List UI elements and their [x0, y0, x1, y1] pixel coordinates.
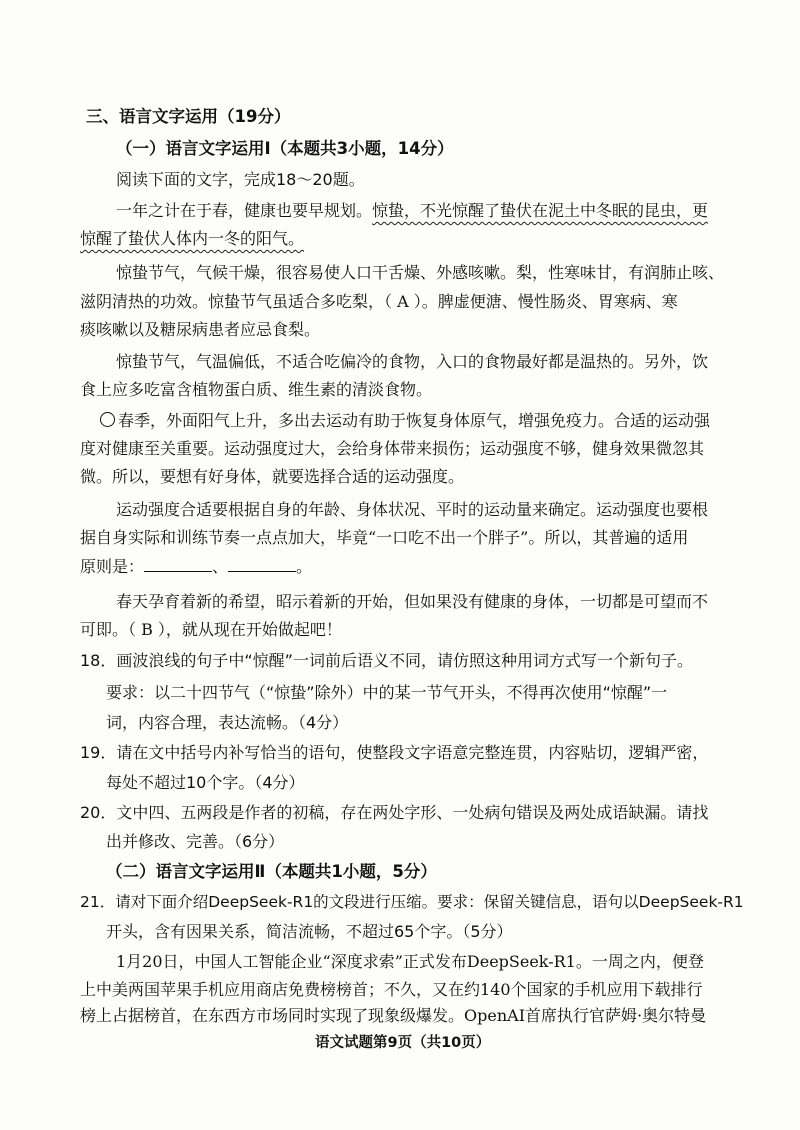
- question-18-line1: 18．画波浪线的句子中“惊醒”一词前后语义不同，请仿照这种用词方式写一个新句子。: [80, 651, 693, 670]
- passage-p2-line3: 痰咳嗽以及糖尿病患者应忌食梨。: [80, 320, 321, 339]
- question-20-line1: 20．文中四、五两段是作者的初稿，存在两处字形、一处病句错误及两处成语缺漏。请找: [80, 803, 709, 822]
- part2-title: （二）语言文字运用Ⅱ（本题共1小题，5分）: [106, 862, 437, 881]
- passage-p1-line2: [80, 228, 304, 250]
- passage-p5-line3: [80, 555, 312, 578]
- part1-title: （一）语言文字运用Ⅰ（本题共3小题，14分）: [116, 139, 454, 158]
- question-18-line3: 词，内容合理，表达流畅。（4分）: [106, 713, 349, 732]
- passage-p4-line3: 微。所以，要想有好身体，就要选择合适的运动强度。: [80, 467, 465, 486]
- passage-p3-line1: 惊蛰节气，气温偏低，不适合吃偏冷的食物，入口的食物最好都是温热的。另外，饮: [116, 352, 709, 371]
- question-19-line1: 19．请在文中括号内补写恰当的语句，使整段文字语意完整连贯，内容贴切，逻辑严密，: [80, 743, 709, 762]
- passage-p6-line2: 可即。（ B ），就从现在开始做起吧！: [80, 620, 342, 639]
- passage-p6-line1: 春天孕育着新的希望，昭示着新的开始，但如果没有健康的身体，一切都是可望而不: [116, 592, 709, 611]
- principle-label: 原则是：: [80, 557, 145, 576]
- passage-p4-line2: 度对健康至关重要。运动强度过大，会给身体带来损伤；运动强度不够，健身效果微忽其: [80, 439, 705, 458]
- circle-mark-icon: [100, 412, 115, 427]
- question-21-passage-line2: 上中美两国苹果手机应用商店免费榜榜首；不久，又在约140个国家的手机应用下载排行: [80, 980, 703, 999]
- question-20-line2: 出并修改、完善。（6分）: [106, 832, 285, 851]
- passage-p4-line1-text: 春季，外面阳气上升，多出去运动有助于恢复身体原气，增强免疫力。合适的运动强: [118, 411, 711, 430]
- question-21-passage-line3: 榜上占据榜首，在东西方市场同时实现了现象级爆发。OpenAI首席执行官萨姆·奥尔特曼: [80, 1006, 707, 1025]
- passage-p2-line1: 惊蛰节气，气候干燥，很容易使人口干舌燥、外感咳嗽。梨，性寒味甘，有润肺止咳、: [116, 263, 725, 282]
- question-21-line2: 开头，含有因果关系，简洁流畅，不超过65个字。（5分）: [106, 922, 513, 941]
- question-19-line2: 每处不超过10个字。（4分）: [106, 773, 305, 792]
- blank-separator: 、: [212, 557, 229, 576]
- blank-end-period: 。: [296, 557, 313, 576]
- reading-instruction: 阅读下面的文字，完成18～20题。: [116, 170, 365, 189]
- passage-p1-line1-plain: 一年之计在于春，健康也要早规划。: [116, 201, 373, 220]
- section-title: 三、语言文字运用（19分）: [86, 107, 291, 126]
- wavy-underlined-sentence: 惊蛰，不光惊醒了蛰伏在泥土中冬眠的昆虫，更: [372, 201, 709, 220]
- passage-p3-line2: 食上应多吃富含植物蛋白质、维生素的清淡食物。: [80, 380, 433, 399]
- passage-p2-line2: 滋阴清热的功效。惊蛰节气虽适合多吃梨，（ A ）。脾虚便溏、慢性肠炎、胃寒病、寒: [80, 292, 678, 311]
- question-21-line1: 21．请对下面介绍DeepSeek-R1的文段进行压缩。要求：保留关键信息，语句以DeepSeek-R1: [80, 893, 744, 911]
- wavy-underlined-sentence-cont: 惊醒了蛰伏人体内一冬的阳气。: [80, 229, 305, 248]
- answer-blank-2[interactable]: [228, 555, 296, 572]
- question-21-passage-line1: 1月20日，中国人工智能企业“深度求索”正式发布DeepSeek-R1。一周之内，便登: [116, 952, 704, 971]
- question-18-line2: 要求：以二十四节气（“惊蛰”除外）中的某一节气开头，不得再次使用“惊醒”一: [106, 683, 668, 702]
- passage-p4-line1: [100, 410, 710, 432]
- passage-p5-line2: 据自身实际和训练节奏一点点加大，毕竟“一口吃不出一个胖子”。所以，其普遍的适用: [80, 528, 689, 547]
- passage-p5-line1: 运动强度合适要根据自身的年龄、身体状况、平时的运动量来确定。运动强度也要根: [116, 500, 709, 519]
- passage-p1-line1: [116, 200, 708, 222]
- page-footer: 语文试题第9页（共10页）: [315, 1035, 491, 1051]
- answer-blank-1[interactable]: [144, 555, 212, 572]
